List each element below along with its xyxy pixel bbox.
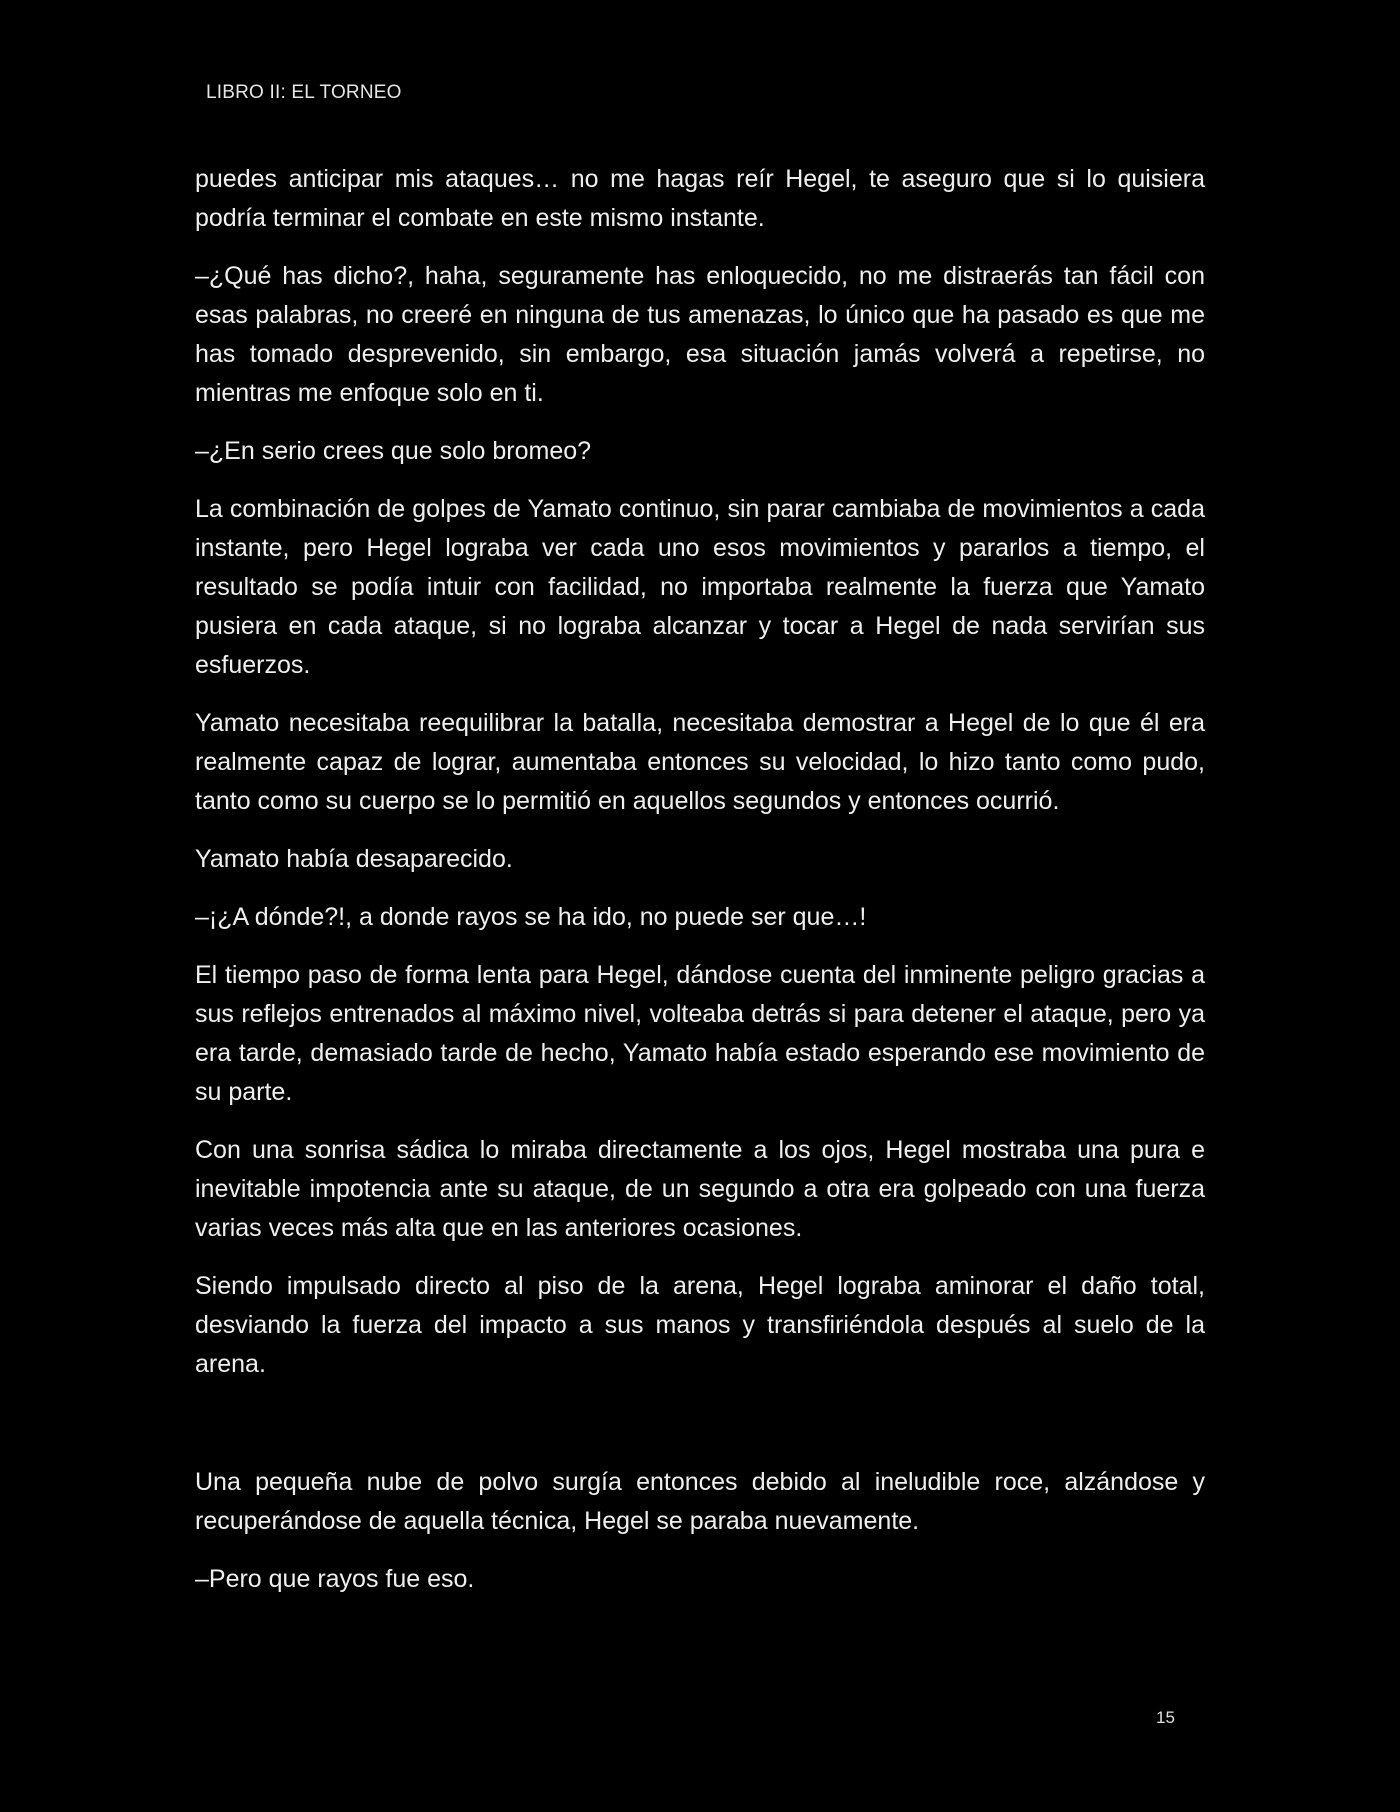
page-number: 15 xyxy=(1156,1708,1175,1727)
paragraph: –¿Qué has dicho?, haha, seguramente has enloquecido, no me distraerás tan fácil con esas palabras, no creeré en ninguna de tus amenazas, lo único que ha pasado es que me has tomado desprevenido, sin embargo, esa situación jamás volverá a repetirse, no mientras me enfoque solo en ti. xyxy=(195,262,1205,407)
running-header: LIBRO II: EL TORNEO xyxy=(206,82,402,103)
paragraph: Con una sonrisa sádica lo miraba directamente a los ojos, Hegel mostraba una pura e inevitable impotencia ante su ataque, de un segundo a otra era golpeado con una fuerza varias veces más alta que en las anteriores ocasiones. xyxy=(195,1136,1205,1242)
paragraph: –Pero que rayos fue eso. xyxy=(195,1565,475,1593)
paragraph: La combinación de golpes de Yamato continuo, sin parar cambiaba de movimientos a cada instante, pero Hegel lograba ver cada uno esos movimientos y pararlos a tiempo, el resultado se podía intuir con facilidad, no importaba realmente la fuerza que Yamato pusiera en cada ataque, si no lograba alcanzar y tocar a Hegel de nada servirían sus esfuerzos. xyxy=(195,495,1205,679)
paragraph: Yamato había desaparecido. xyxy=(195,845,513,873)
paragraph: Una pequeña nube de polvo surgía entonces debido al ineludible roce, alzándose y recuperándose de aquella técnica, Hegel se paraba nuevamente. xyxy=(195,1468,1205,1535)
paragraph: –¡¿A dónde?!, a donde rayos se ha ido, no puede ser que…! xyxy=(195,903,867,931)
paragraph: Siendo impulsado directo al piso de la arena, Hegel lograba aminorar el daño total, desviando la fuerza del impacto a sus manos y transfiriéndola después al suelo de la arena. xyxy=(195,1272,1205,1378)
body-text xyxy=(195,160,1205,1618)
paragraph: Yamato necesitaba reequilibrar la batalla, necesitaba demostrar a Hegel de lo que él era realmente capaz de lograr, aumentaba entonces su velocidad, lo hizo tanto como pudo, tanto como su cuerpo se lo permitió en aquellos segundos y entonces ocurrió. xyxy=(195,709,1205,815)
paragraph: El tiempo paso de forma lenta para Hegel, dándose cuenta del inminente peligro gracias a sus reflejos entrenados al máximo nivel, volteaba detrás si para detener el ataque, pero ya era tarde, demasiado tarde de hecho, Yamato había estado esperando ese movimiento de su parte. xyxy=(195,961,1205,1106)
paragraph: –¿En serio crees que solo bromeo? xyxy=(195,437,592,465)
paragraph: puedes anticipar mis ataques… no me hagas reír Hegel, te aseguro que si lo quisiera podría terminar el combate en este mismo instante. xyxy=(195,165,1205,232)
